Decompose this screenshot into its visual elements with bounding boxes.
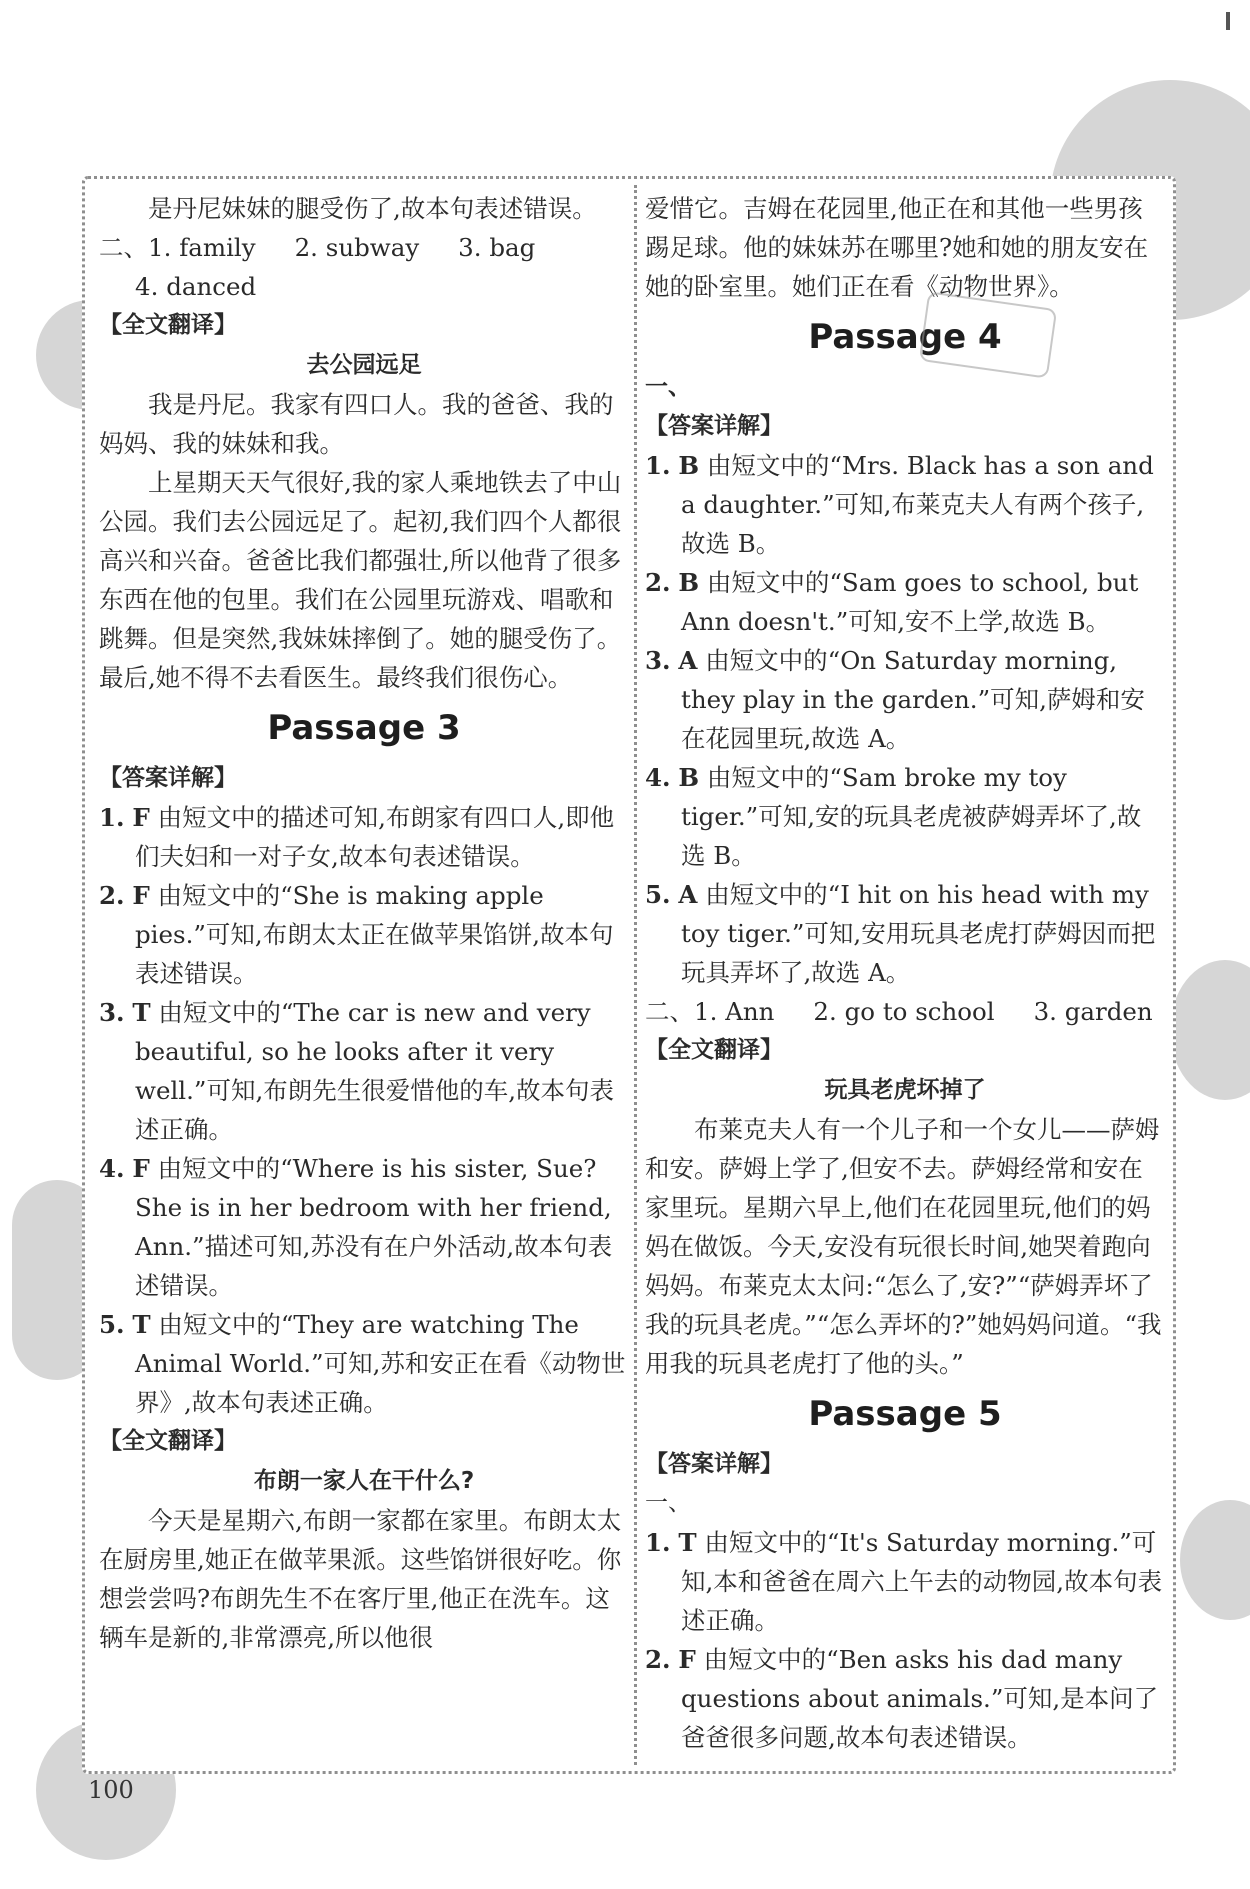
section-1-label: 一、: [645, 1490, 691, 1516]
fill-answer: subway: [325, 233, 420, 262]
fill-answer: danced: [166, 272, 257, 301]
answer-item: 4. B 由短文中的“Sam broke my toy tiger.”可知,安的玩具老虎被萨姆弄坏了,故选 B。: [645, 763, 1142, 870]
translation-title: 玩具老虎坏掉了: [824, 1077, 986, 1103]
fill-answer: go to school: [844, 997, 995, 1026]
passage4-heading-wrap: [645, 308, 1165, 366]
answer-item: 1. T 由短文中的“It's Saturday morning.”可知,本和爸爸在周六上午去的动物园,故本句表述正确。: [645, 1528, 1163, 1635]
answer-item: 1. F 由短文中的描述可知,布朗家有四口人,即他们夫妇和一对子女,故本句表述错误。: [99, 803, 615, 871]
answer-item: 4. F 由短文中的“Where is his sister, Sue? She is in her bedroom with her friend, Ann.”描述可知,苏没有在户外活动,故本句表述错误。: [99, 1154, 613, 1300]
answer-item: 2. F 由短文中的“Ben asks his dad many questions about animals.”可知,是本问了爸爸很多问题,故本句表述错误。: [645, 1645, 1159, 1752]
left-column: [99, 189, 629, 1657]
answer-label: 【答案详解】: [645, 413, 783, 439]
content-frame: [82, 176, 1176, 1774]
passage-heading: Passage 4: [808, 317, 1002, 357]
section-2-label: 二、: [99, 233, 148, 262]
answer-item: 2. B 由短文中的“Sam goes to school, but Ann doesn't.”可知,安不上学,故选 B。: [645, 568, 1139, 636]
translation-title: 去公园远足: [306, 352, 422, 378]
right-column: [645, 189, 1165, 1757]
passage2-answer-continuation: 是丹尼妹妹的腿受伤了,故本句表述错误。: [148, 194, 597, 223]
decor-circle-right-mid: [1170, 960, 1250, 1100]
decor-circle-right-lower: [1180, 1500, 1250, 1620]
translation-paragraph: 上星期天天气很好,我的家人乘地铁去了中山公园。我们去公园远足了。起初,我们四个人都很高兴和兴奋。爸爸比我们都强壮,所以他背了很多东西在他的包里。我们在公园里玩游戏、唱歌和跳舞。但是突然,我妹妹摔倒了。她的腿受伤了。最后,她不得不去看医生。最终我们很伤心。: [99, 468, 622, 692]
translation-paragraph: 布莱克夫人有一个儿子和一个女儿——萨姆和安。萨姆上学了,但安不去。萨姆经常和安在家里玩。星期六早上,他们在花园里玩,他们的妈妈在做饭。今天,安没有玩很长时间,她哭着跑向妈妈。布莱克太太问:“怎么了,安?”“萨姆弄坏了我的玩具老虎。”“怎么弄坏的?”她妈妈问道。“我用我的玩具老虎打了他的头。”: [645, 1115, 1162, 1378]
passage3-translation-continuation: 爱惜它。吉姆在花园里,他正在和其他一些男孩踢足球。他的妹妹苏在哪里?她和她的朋友安在她的卧室里。她们正在看《动物世界》。: [645, 194, 1149, 301]
answer-label: 【答案详解】: [99, 765, 237, 791]
column-divider: [634, 185, 637, 1765]
answer-item: 3. T 由短文中的“The car is new and very beautiful, so he looks after it very well.”可知,布朗先生很爱惜他的车,故本句表述正确。: [99, 998, 615, 1144]
answer-label: 【答案详解】: [645, 1451, 783, 1477]
page-number: 100: [88, 1776, 134, 1804]
translation-label: 【全文翻译】: [99, 1428, 237, 1454]
translation-label: 【全文翻译】: [99, 312, 237, 338]
passage2-fill-line-2: 4. danced: [135, 272, 257, 301]
edge-mark: [1226, 12, 1230, 30]
answer-item: 5. A 由短文中的“I hit on his head with my toy tiger.”可知,安用玩具老虎打萨姆因而把玩具弄坏了,故选 A。: [645, 880, 1156, 987]
translation-paragraph: 今天是星期六,布朗一家都在家里。布朗太太在厨房里,她正在做苹果派。这些馅饼很好吃。你想尝尝吗?布朗先生不在客厅里,他正在洗车。这辆车是新的,非常漂亮,所以他很: [99, 1506, 622, 1652]
answer-item: 5. T 由短文中的“They are watching The Animal World.”可知,苏和安正在看《动物世界》,故本句表述正确。: [99, 1310, 626, 1417]
fill-answer: bag: [489, 233, 536, 262]
translation-label: 【全文翻译】: [645, 1037, 783, 1063]
passage2-fill-line-1: 二、1. family 2. subway 3. bag: [99, 233, 536, 262]
answer-item: 1. B 由短文中的“Mrs. Black has a son and a daughter.”可知,布莱克夫人有两个孩子,故选 B。: [645, 451, 1154, 558]
passage-heading: Passage 5: [808, 1394, 1002, 1434]
section-2-label: 二、: [645, 997, 694, 1026]
answer-item: 2. F 由短文中的“She is making apple pies.”可知,布朗太太正在做苹果馅饼,故本句表述错误。: [99, 881, 614, 988]
answer-item: 3. A 由短文中的“On Saturday morning, they play in the garden.”可知,萨姆和安在花园里玩,故选 A。: [645, 646, 1145, 753]
translation-paragraph: 我是丹尼。我家有四口人。我的爸爸、我的妈妈、我的妹妹和我。: [99, 390, 614, 458]
passage-heading: Passage 3: [267, 708, 461, 748]
fill-answer: family: [179, 233, 256, 262]
fill-answer: garden: [1064, 997, 1153, 1026]
translation-title: 布朗一家人在干什么?: [253, 1468, 475, 1494]
fill-answer: Ann: [725, 997, 775, 1026]
section-1-label: 一、: [645, 374, 691, 400]
passage4-fill-line: 二、1. Ann 2. go to school 3. garden: [645, 997, 1153, 1026]
